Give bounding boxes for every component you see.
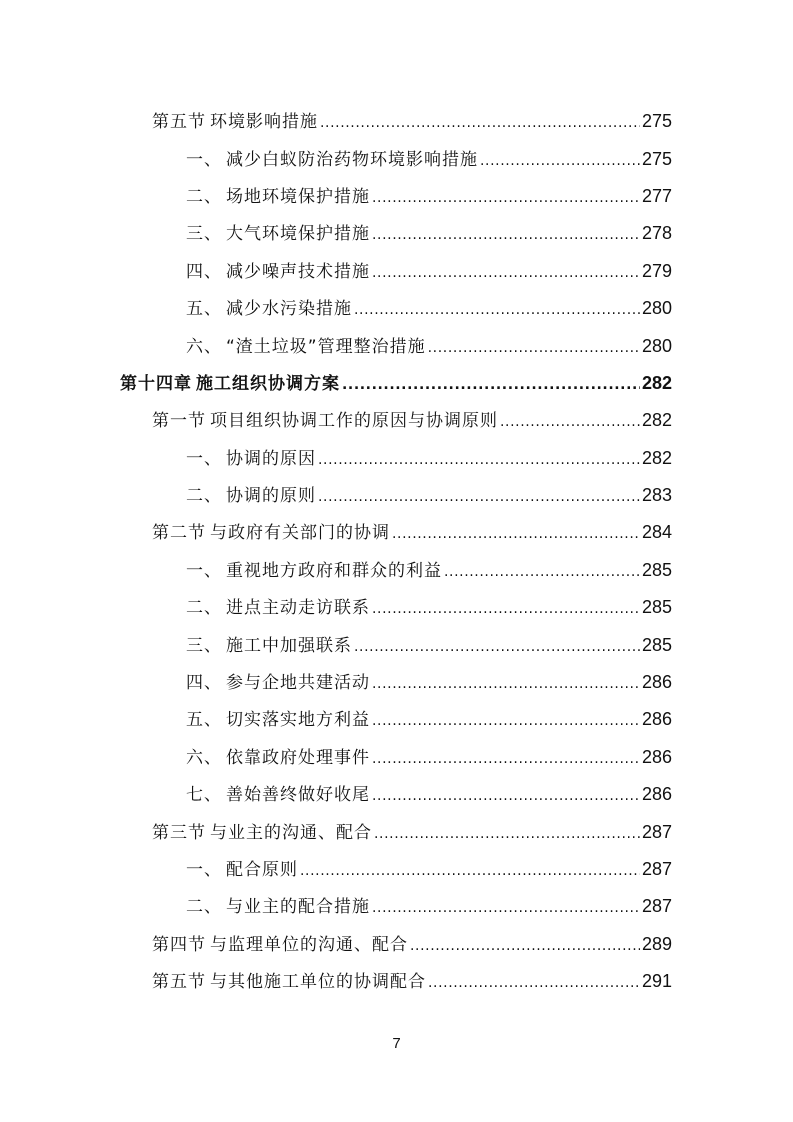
dot-leader bbox=[428, 975, 640, 991]
toc-entry-text: 协调的原则 bbox=[226, 486, 316, 507]
toc-subsection[interactable] bbox=[0, 737, 793, 774]
toc-entry-number: 六、 bbox=[186, 747, 222, 768]
toc-entry-text: 重视地方政府和群众的利益 bbox=[226, 560, 442, 581]
toc-entry-page: 286 bbox=[641, 784, 672, 805]
toc-entry-number: 第三节 bbox=[152, 822, 206, 843]
toc-subsection[interactable] bbox=[0, 886, 793, 923]
toc-entry-title bbox=[186, 855, 298, 880]
toc-entry-number: 三、 bbox=[186, 635, 222, 656]
dot-leader bbox=[354, 639, 640, 655]
toc-entry-text: 与政府有关部门的协调 bbox=[210, 523, 390, 544]
toc-entry-page: 287 bbox=[641, 896, 672, 917]
dot-leader bbox=[372, 227, 640, 243]
toc-entry-text: 依靠政府处理事件 bbox=[226, 747, 370, 768]
toc-section[interactable] bbox=[0, 811, 793, 848]
toc-subsection[interactable] bbox=[0, 475, 793, 512]
toc-entry-text: 进点主动走访联系 bbox=[226, 598, 370, 619]
dot-leader bbox=[372, 751, 640, 767]
toc-entry-text: 与业主的配合措施 bbox=[226, 897, 370, 918]
toc-entry-number: 六、 bbox=[186, 336, 222, 357]
toc-entry-text: 环境影响措施 bbox=[210, 112, 318, 133]
toc-entry-text: 减少水污染措施 bbox=[226, 299, 352, 320]
toc-entry-title bbox=[152, 967, 426, 992]
dot-leader bbox=[374, 826, 640, 842]
toc-section[interactable] bbox=[0, 924, 793, 961]
toc-entry-page: 291 bbox=[641, 971, 672, 992]
toc-entry-page: 285 bbox=[641, 597, 672, 618]
toc-entry-number: 五、 bbox=[186, 299, 222, 320]
toc-subsection[interactable] bbox=[0, 213, 793, 250]
toc-subsection[interactable] bbox=[0, 325, 793, 362]
toc-entry-number: 第四节 bbox=[152, 934, 206, 955]
toc-entry-number: 第五节 bbox=[152, 972, 206, 993]
toc-entry-page: 275 bbox=[641, 111, 672, 132]
toc-entry-number: 一、 bbox=[186, 860, 222, 880]
toc-entry-title bbox=[186, 593, 370, 618]
toc-entry-page: 283 bbox=[641, 485, 672, 506]
toc-entry-text: 项目组织协调工作的原因与协调原则 bbox=[210, 411, 498, 432]
toc-entry-number: 二、 bbox=[186, 486, 222, 507]
toc-chapter[interactable] bbox=[0, 363, 793, 400]
toc-entry-page: 287 bbox=[641, 859, 672, 879]
toc-entry-text: 场地环境保护措施 bbox=[226, 186, 370, 207]
toc-subsection[interactable] bbox=[0, 138, 793, 175]
toc-entry-page: 289 bbox=[641, 933, 672, 954]
toc-entry-number: 四、 bbox=[186, 261, 222, 282]
toc-entry-page: 282 bbox=[641, 447, 672, 468]
toc-entry-title bbox=[186, 332, 426, 357]
toc-entry-number: 一、 bbox=[186, 149, 222, 170]
toc-entry-title bbox=[186, 145, 478, 170]
toc-section[interactable] bbox=[0, 101, 793, 138]
toc-entry-number: 七、 bbox=[186, 785, 222, 806]
toc-entry-title bbox=[186, 780, 370, 805]
toc-entry-text: 减少噪声技术措施 bbox=[226, 261, 370, 282]
toc-entry-page: 284 bbox=[641, 522, 672, 543]
dot-leader bbox=[300, 863, 640, 879]
toc-subsection[interactable] bbox=[0, 550, 793, 587]
toc-entry-text: 配合原则 bbox=[226, 860, 298, 880]
toc-section[interactable] bbox=[0, 400, 793, 437]
toc-entry-number: 五、 bbox=[186, 710, 222, 731]
dot-leader bbox=[372, 788, 640, 804]
toc-entry-number: 四、 bbox=[186, 673, 222, 694]
toc-entry-title bbox=[186, 481, 316, 506]
toc-entry-text: 与监理单位的沟通、配合 bbox=[210, 934, 408, 955]
table-of-contents bbox=[0, 101, 793, 998]
toc-entry-text: 切实落实地方利益 bbox=[226, 710, 370, 731]
toc-entry-page: 286 bbox=[641, 672, 672, 693]
toc-entry-text: 与其他施工单位的协调配合 bbox=[210, 972, 426, 993]
dot-leader bbox=[372, 676, 640, 692]
toc-entry-page: 280 bbox=[641, 298, 672, 319]
dot-leader bbox=[372, 265, 640, 281]
toc-subsection[interactable] bbox=[0, 251, 793, 288]
toc-entry-text: 善始善终做好收尾 bbox=[226, 785, 370, 806]
toc-entry-text: 大气环境保护措施 bbox=[226, 224, 370, 245]
toc-entry-title bbox=[186, 892, 370, 917]
toc-subsection[interactable] bbox=[0, 774, 793, 811]
dot-leader bbox=[318, 452, 640, 468]
toc-entry-title bbox=[186, 182, 370, 207]
dot-leader bbox=[444, 564, 640, 580]
dot-leader bbox=[480, 153, 640, 169]
toc-entry-page: 279 bbox=[641, 260, 672, 281]
toc-entry-number: 三、 bbox=[186, 224, 222, 245]
toc-subsection[interactable] bbox=[0, 176, 793, 213]
toc-entry-title bbox=[186, 444, 316, 469]
dot-leader bbox=[372, 190, 640, 206]
toc-entry-title bbox=[152, 107, 318, 132]
toc-entry-page: 287 bbox=[641, 821, 672, 842]
toc-entry-page: 285 bbox=[641, 559, 672, 580]
dot-leader bbox=[428, 340, 640, 356]
toc-subsection[interactable] bbox=[0, 587, 793, 624]
dot-leader bbox=[320, 115, 640, 131]
dot-leader bbox=[354, 302, 640, 318]
toc-entry-text: 减少白蚁防治药物环境影响措施 bbox=[226, 149, 478, 170]
toc-entry-text: “渣土垃圾”管理整治措施 bbox=[226, 336, 426, 357]
toc-entry-text: 施工组织协调方案 bbox=[196, 373, 340, 394]
toc-entry-number: 第十四章 bbox=[120, 373, 192, 394]
dot-leader bbox=[318, 489, 640, 505]
toc-entry-page: 280 bbox=[641, 335, 672, 356]
dot-leader bbox=[372, 713, 640, 729]
toc-entry-title bbox=[152, 818, 372, 843]
toc-entry-page: 278 bbox=[641, 223, 672, 244]
toc-entry-page: 275 bbox=[641, 148, 672, 169]
toc-section[interactable] bbox=[0, 961, 793, 998]
toc-entry-text: 协调的原因 bbox=[226, 448, 316, 469]
toc-entry-title bbox=[186, 257, 370, 282]
toc-entry-page: 282 bbox=[641, 372, 672, 393]
dot-leader bbox=[410, 938, 640, 954]
toc-subsection[interactable] bbox=[0, 438, 793, 475]
toc-entry-number: 第五节 bbox=[152, 112, 206, 133]
page-number: 7 bbox=[392, 1035, 401, 1052]
dot-leader bbox=[372, 601, 640, 617]
toc-entry-page: 277 bbox=[641, 185, 672, 206]
toc-section[interactable] bbox=[0, 512, 793, 549]
toc-entry-text: 施工中加强联系 bbox=[226, 635, 352, 656]
toc-entry-page: 285 bbox=[641, 634, 672, 655]
toc-entry-number: 二、 bbox=[186, 598, 222, 619]
toc-entry-title bbox=[186, 668, 370, 693]
toc-entry-title bbox=[152, 518, 390, 543]
dot-leader bbox=[392, 526, 640, 542]
toc-entry-title bbox=[186, 631, 352, 656]
toc-entry-number: 第二节 bbox=[152, 523, 206, 544]
toc-entry-number: 二、 bbox=[186, 897, 222, 918]
toc-entry-text: 与业主的沟通、配合 bbox=[210, 822, 372, 843]
toc-subsection[interactable] bbox=[0, 624, 793, 661]
toc-entry-number: 一、 bbox=[186, 448, 222, 469]
toc-entry-number: 二、 bbox=[186, 186, 222, 207]
toc-entry-number: 第一节 bbox=[152, 411, 206, 432]
toc-entry-title bbox=[152, 930, 408, 955]
toc-entry-title bbox=[186, 219, 370, 244]
toc-entry-page: 286 bbox=[641, 709, 672, 730]
dot-leader bbox=[500, 414, 640, 430]
toc-entry-title bbox=[186, 705, 370, 730]
toc-subsection[interactable] bbox=[0, 662, 793, 699]
toc-subsection[interactable] bbox=[0, 849, 793, 886]
toc-entry-title bbox=[186, 743, 370, 768]
dot-leader bbox=[372, 900, 640, 916]
toc-entry-title bbox=[120, 369, 340, 394]
toc-entry-text: 参与企地共建活动 bbox=[226, 673, 370, 694]
toc-entry-title bbox=[186, 294, 352, 319]
toc-entry-page: 282 bbox=[641, 410, 672, 431]
toc-entry-title bbox=[186, 556, 442, 581]
toc-entry-title bbox=[152, 406, 498, 431]
toc-subsection[interactable] bbox=[0, 288, 793, 325]
toc-entry-page: 286 bbox=[641, 746, 672, 767]
dot-leader bbox=[342, 377, 640, 393]
toc-entry-number: 一、 bbox=[186, 560, 222, 581]
toc-subsection[interactable] bbox=[0, 699, 793, 736]
